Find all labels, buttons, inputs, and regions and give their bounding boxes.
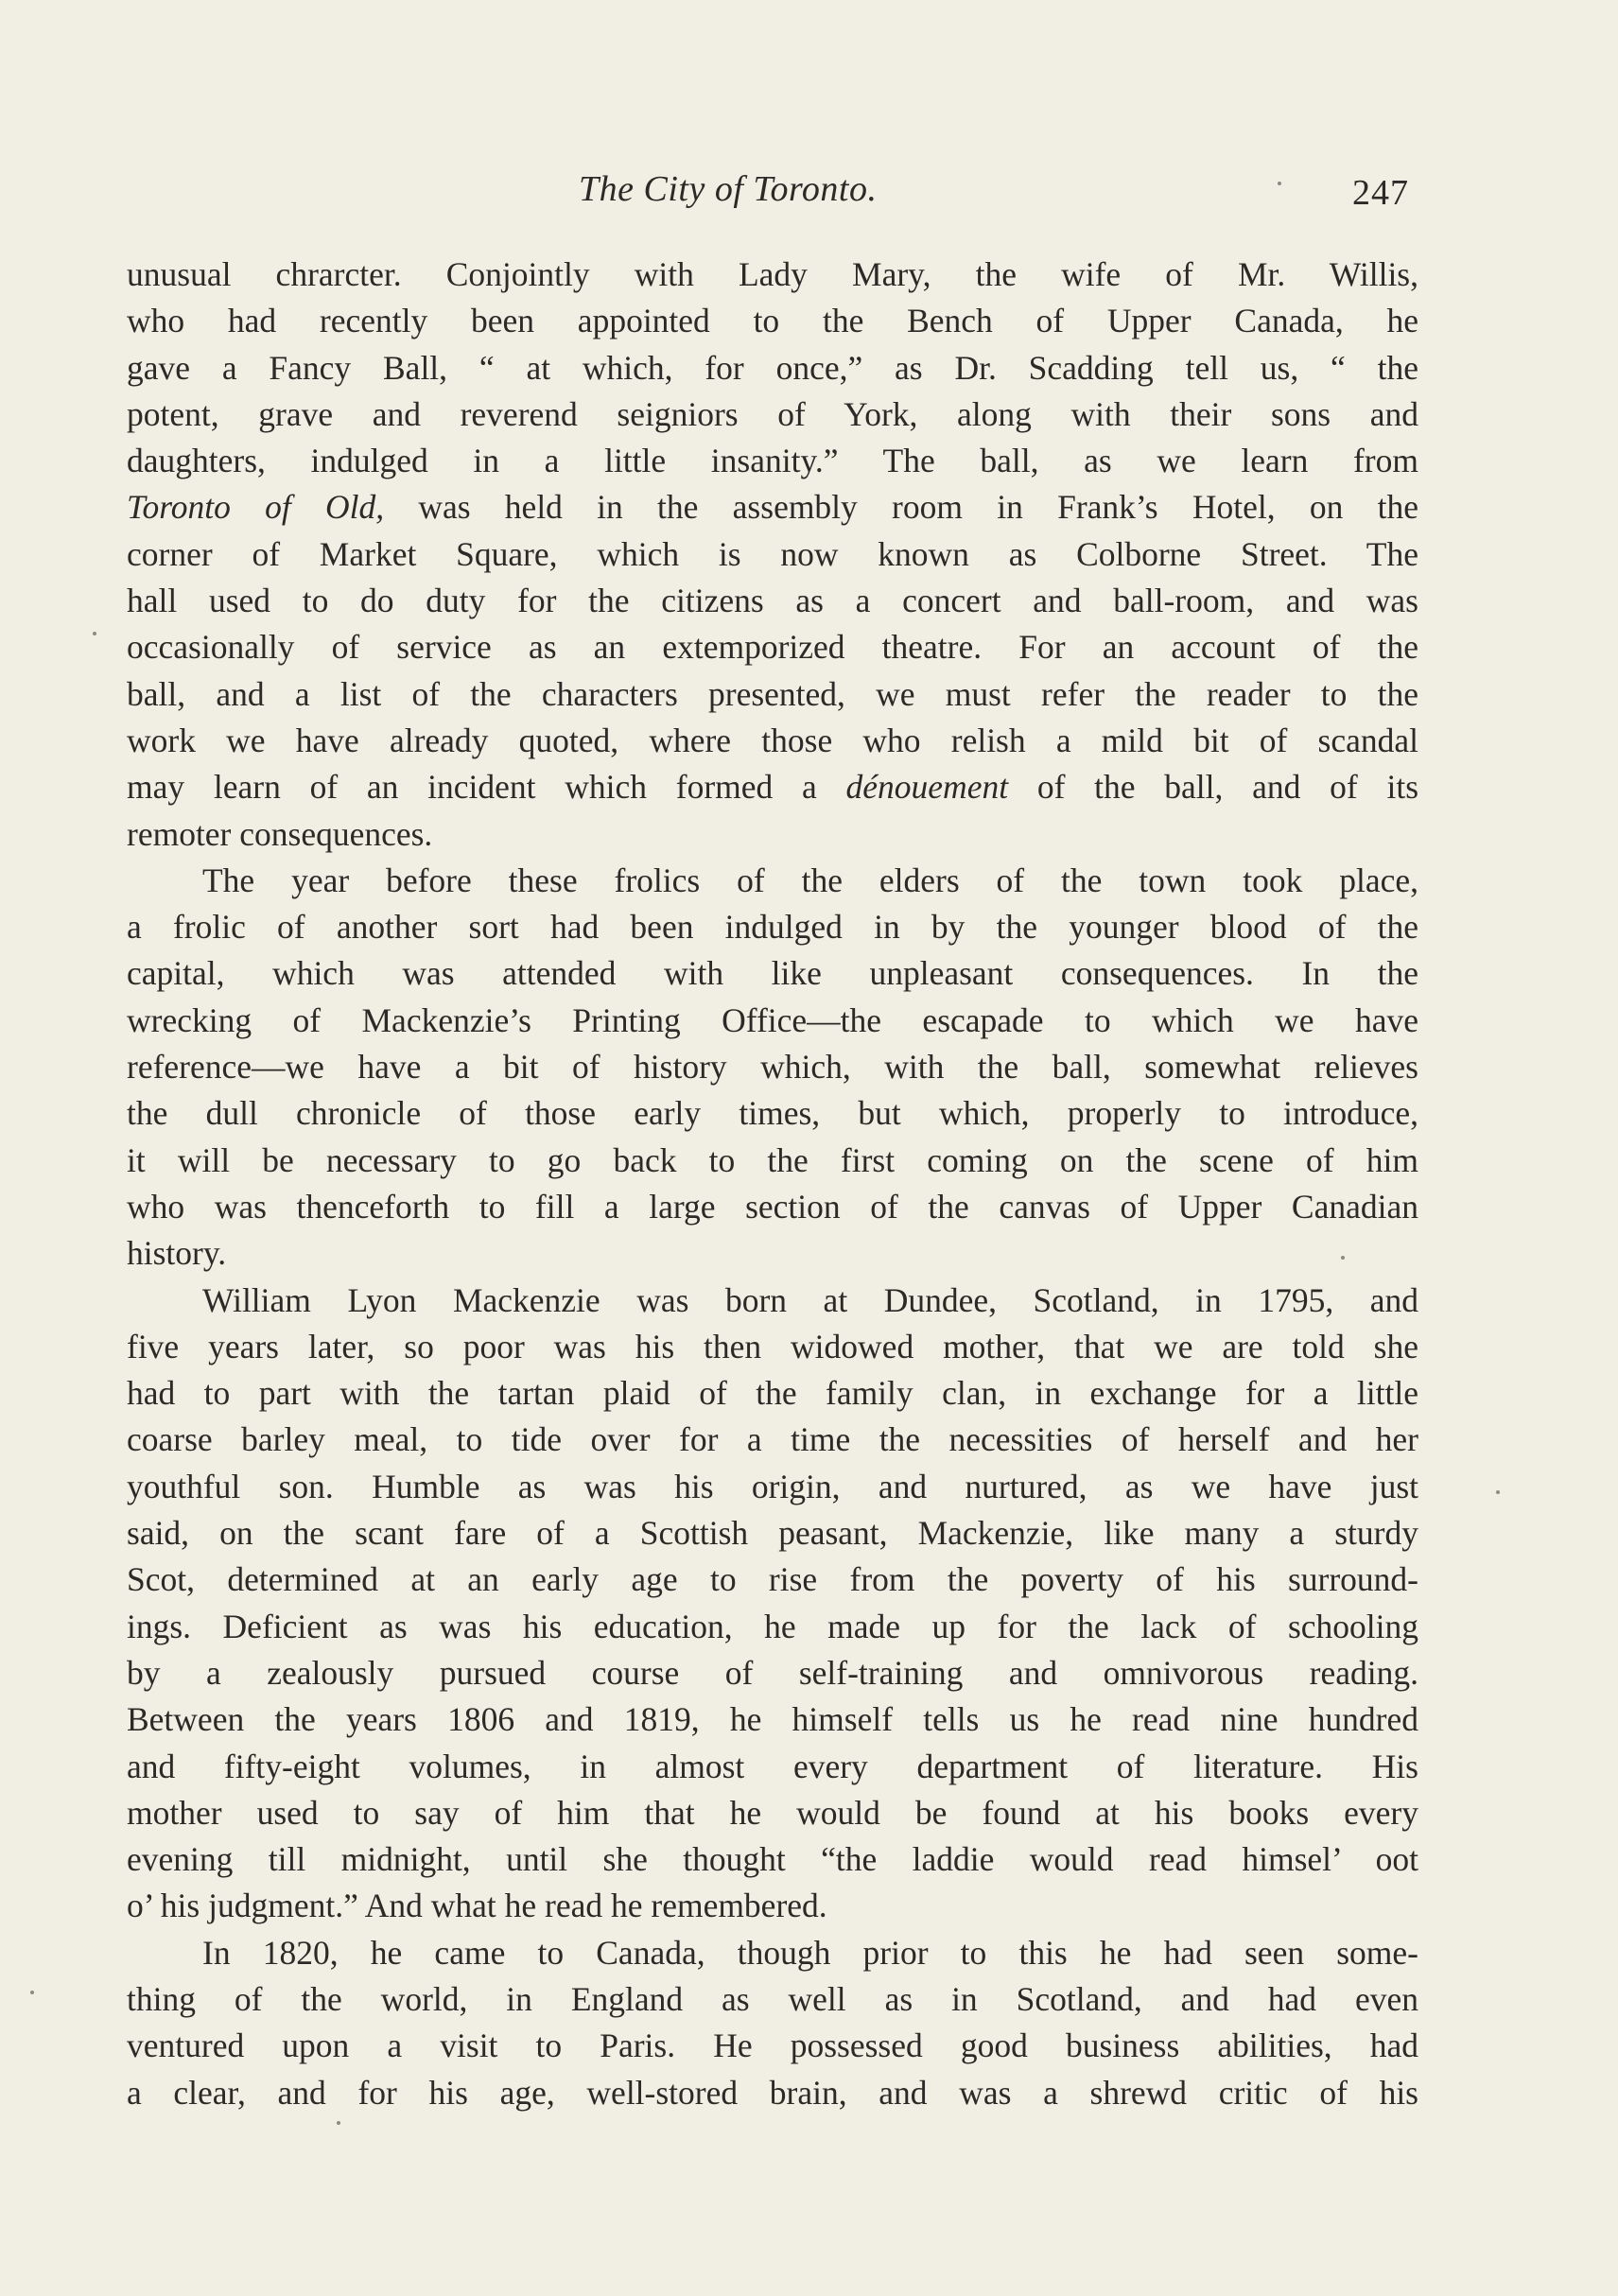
text-line: Between the years 1806 and 1819, he himself tells us he read nine hundred	[127, 1700, 1418, 1739]
text-line: ings. Deficient as was his education, he made up for the lack of schooling	[127, 1607, 1418, 1645]
text-line: unusual chrarcter. Conjointly with Lady Mary, the wife of Mr. Willis,	[127, 255, 1418, 293]
text-line: Scot, determined at an early age to rise from the poverty of his surround-	[127, 1560, 1418, 1599]
print-speck	[337, 2121, 340, 2125]
text-line: potent, grave and reverend seigniors of York, along with their sons and	[127, 394, 1418, 433]
text-line: said, on the scant fare of a Scottish peasant, Mackenzie, like many a sturdy	[127, 1514, 1418, 1553]
text-line: remoter consequences.	[127, 814, 433, 853]
text-line: mother used to say of him that he would be found at his books every	[127, 1793, 1418, 1832]
text-line: a frolic of another sort had been indulged in by the younger blood of the	[127, 908, 1418, 947]
text-line: capital, which was attended with like unpleasant consequences. In the	[127, 954, 1418, 993]
print-speck	[1341, 1256, 1345, 1260]
text-line: a clear, and for his age, well-stored brain, and was a shrewd critic of his	[127, 2073, 1418, 2112]
body-text	[127, 252, 1418, 2116]
text-line: occasionally of service as an extemporized theatre. For an account of the	[127, 628, 1418, 667]
print-speck	[30, 1991, 34, 1994]
text-run: of the ball, and of its	[1008, 768, 1418, 807]
italic-phrase: Toronto of Old,	[127, 488, 385, 527]
text-line: ball, and a list of the characters presented, we must refer the reader to the	[127, 674, 1418, 713]
text-line: daughters, indulged in a little insanity.” The ball, as we learn from	[127, 442, 1418, 480]
text-run: may learn of an incident which formed a	[127, 768, 846, 807]
running-title: The City of Toronto.	[579, 169, 878, 209]
text-line: William Lyon Mackenzie was born at Dundee, Scotland, in 1795, and	[202, 1280, 1418, 1319]
print-speck	[93, 632, 96, 635]
text-line: o’ his judgment.” And what he read he remembered.	[127, 1887, 827, 1925]
text-run: was held in the assembly room in Frank’s Hotel, on the	[384, 488, 1418, 527]
text-line: reference—we have a bit of history which, with the ball, somewhat relieves	[127, 1048, 1418, 1087]
text-line: corner of Market Square, which is now known as Colborne Street. The	[127, 534, 1418, 573]
text-line: it will be necessary to go back to the first coming on the scene of him	[127, 1140, 1418, 1179]
text-line: who had recently been appointed to the Bench of Upper Canada, he	[127, 302, 1418, 340]
text-line: ventured upon a visit to Paris. He possessed good business abilities, had	[127, 2026, 1418, 2065]
text-line: In 1820, he came to Canada, though prior to this he had seen some-	[202, 1933, 1418, 1972]
text-line: evening till midnight, until she thought “the laddie would read himsel’ oot	[127, 1840, 1418, 1879]
text-line: coarse barley meal, to tide over for a time the necessities of herself and her	[127, 1420, 1418, 1459]
print-speck	[1496, 1490, 1500, 1494]
text-line	[127, 764, 1418, 810]
text-line: youthful son. Humble as was his origin, and nurtured, as we have just	[127, 1467, 1418, 1505]
page-number: 247	[1352, 173, 1409, 213]
text-line: thing of the world, in England as well as in Scotland, and had even	[127, 1979, 1418, 2018]
text-line: and fifty-eight volumes, in almost every department of literature. His	[127, 1747, 1418, 1785]
text-line	[127, 484, 1418, 531]
text-line: The year before these frolics of the elders of the town took place,	[202, 861, 1418, 899]
print-speck	[1278, 182, 1281, 185]
italic-phrase: dénouement	[845, 768, 1009, 807]
text-line: gave a Fancy Ball, “ at which, for once,” as Dr. Scadding tell us, “ the	[127, 348, 1418, 387]
text-line: history.	[127, 1234, 227, 1273]
text-line: the dull chronicle of those early times, but which, properly to introduce,	[127, 1094, 1418, 1133]
text-line: five years later, so poor was his then widowed mother, that we are told she	[127, 1327, 1418, 1365]
text-line: by a zealously pursued course of self-training and omnivorous reading.	[127, 1653, 1418, 1692]
text-line: wrecking of Mackenzie’s Printing Office—the escapade to which we have	[127, 1000, 1418, 1039]
text-line: work we have already quoted, where those who relish a mild bit of scandal	[127, 721, 1418, 759]
text-line: hall used to do duty for the citizens as a concert and ball-room, and was	[127, 582, 1418, 620]
text-line: who was thenceforth to fill a large section of the canvas of Upper Canadian	[127, 1187, 1418, 1226]
text-line: had to part with the tartan plaid of the family clan, in exchange for a little	[127, 1374, 1418, 1413]
running-head	[0, 168, 1618, 225]
